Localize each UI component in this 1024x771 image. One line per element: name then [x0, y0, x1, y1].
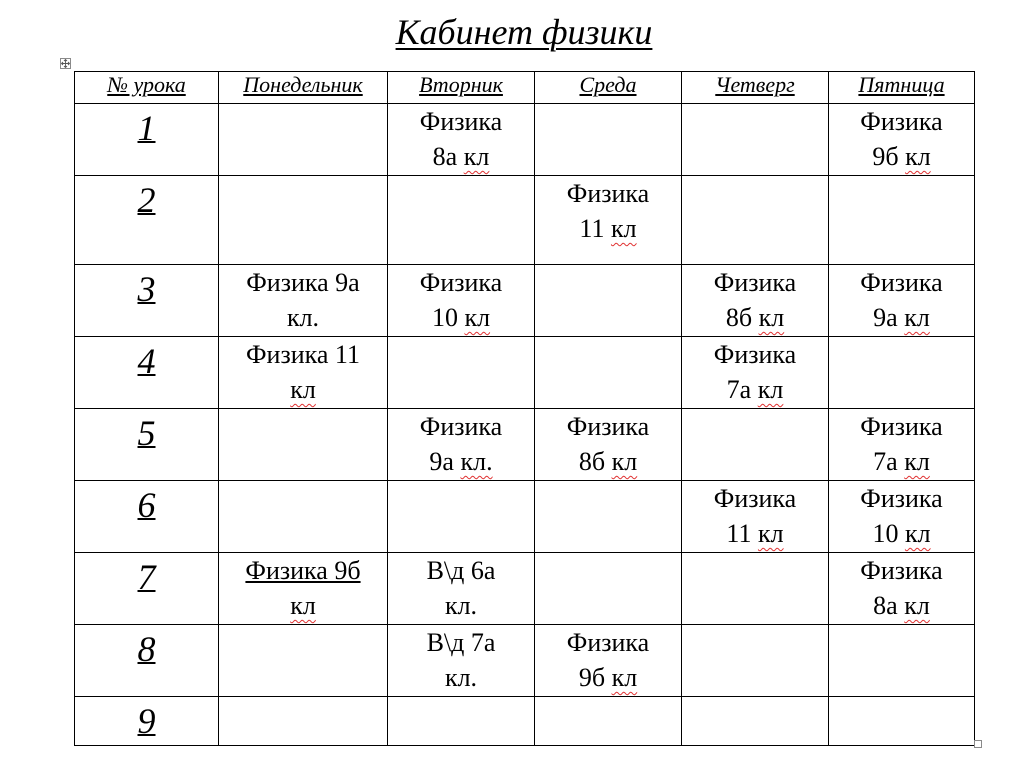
cell-text: кл [904, 447, 930, 476]
cell-line [535, 444, 681, 479]
header-lesson-number: № урока [75, 72, 219, 104]
schedule-cell-tuesday[interactable] [388, 265, 535, 337]
cell-line [219, 337, 387, 372]
schedule-cell-monday[interactable] [219, 409, 388, 481]
cell-line [388, 588, 534, 623]
schedule-cell-wednesday[interactable] [535, 697, 682, 746]
cell-text: кл [464, 303, 491, 332]
schedule-cell-wednesday[interactable] [535, 481, 682, 553]
cell-text: 10 [431, 303, 465, 332]
schedule-cell-thursday[interactable] [682, 553, 829, 625]
schedule-cell-thursday[interactable] [682, 481, 829, 553]
cell-line [219, 265, 387, 300]
cell-line [388, 104, 534, 139]
schedule-cell-monday[interactable] [219, 625, 388, 697]
schedule-cell-friday[interactable] [829, 337, 975, 409]
schedule-cell-thursday[interactable] [682, 104, 829, 176]
cell-text: 9б [578, 663, 612, 692]
cell-line [682, 337, 828, 372]
schedule-cell-wednesday[interactable] [535, 625, 682, 697]
schedule-cell-wednesday[interactable] [535, 553, 682, 625]
schedule-cell-tuesday[interactable] [388, 697, 535, 746]
cell-text: кл [757, 519, 784, 548]
lesson-number: 1 [75, 104, 219, 176]
cell-text: кл [905, 142, 931, 171]
schedule-cell-friday[interactable] [829, 409, 975, 481]
header-monday: Понедельник [219, 72, 388, 104]
cell-text: Физика [566, 412, 650, 441]
schedule-cell-wednesday[interactable] [535, 176, 682, 265]
cell-text: 8б [725, 303, 759, 332]
cell-line [388, 300, 534, 335]
cell-text: кл. [444, 663, 478, 692]
schedule-cell-friday[interactable] [829, 697, 975, 746]
schedule-cell-friday[interactable] [829, 553, 975, 625]
cell-text: кл. [444, 591, 478, 620]
cell-text: кл [758, 303, 785, 332]
cell-text: Физика [860, 268, 943, 297]
header-friday: Пятница [829, 72, 975, 104]
table-row [75, 697, 975, 746]
table-row [75, 176, 975, 265]
schedule-cell-monday[interactable] [219, 176, 388, 265]
table-row [75, 337, 975, 409]
schedule-cell-friday[interactable] [829, 265, 975, 337]
cell-line [682, 481, 828, 516]
schedule-cell-monday[interactable] [219, 481, 388, 553]
header-row [75, 72, 975, 104]
cell-line [829, 516, 974, 551]
cell-line [829, 265, 974, 300]
cell-line [682, 516, 828, 551]
cell-line [829, 553, 974, 588]
cell-line [535, 211, 681, 246]
schedule-cell-thursday[interactable] [682, 625, 829, 697]
schedule-cell-friday[interactable] [829, 176, 975, 265]
cell-text: 9а [429, 447, 461, 476]
cell-text: Физика [419, 412, 503, 441]
schedule-table [74, 71, 975, 746]
cell-text: кл [290, 591, 316, 620]
cell-line [388, 660, 534, 695]
cell-text: кл [611, 663, 638, 692]
cell-text: кл [290, 375, 316, 404]
cell-text: Физика [713, 484, 797, 513]
cell-line [388, 444, 534, 479]
schedule-cell-monday[interactable] [219, 697, 388, 746]
schedule-cell-tuesday[interactable] [388, 481, 535, 553]
lesson-number: 6 [75, 481, 219, 553]
cell-text: 11 [579, 214, 611, 243]
cell-text: Физика [419, 107, 503, 136]
cell-text: Физика [566, 628, 650, 657]
cell-line [219, 372, 387, 407]
cell-text: 7а [873, 447, 905, 476]
header-thursday: Четверг [682, 72, 829, 104]
table-row [75, 104, 975, 176]
schedule-cell-thursday[interactable] [682, 337, 829, 409]
cell-text: Физика [860, 107, 943, 136]
cell-text: Физика [419, 268, 503, 297]
cell-text: 9а [873, 303, 905, 332]
schedule-cell-thursday[interactable] [682, 176, 829, 265]
cell-text: 8б [578, 447, 612, 476]
cell-text: Физика 9б [245, 556, 361, 585]
table-move-handle-icon[interactable] [60, 58, 71, 69]
cell-line [682, 265, 828, 300]
schedule-cell-tuesday[interactable] [388, 409, 535, 481]
schedule-cell-tuesday[interactable] [388, 176, 535, 265]
schedule-cell-monday[interactable] [219, 104, 388, 176]
cell-text: Физика 11 [246, 340, 360, 369]
cell-text: кл [904, 519, 931, 548]
cell-text: кл [610, 214, 637, 243]
cell-text: кл [757, 375, 784, 404]
cell-text: кл [611, 447, 638, 476]
cell-line [829, 444, 974, 479]
cell-text: В\д 6а [426, 556, 496, 585]
cell-line [829, 588, 974, 623]
table-row [75, 481, 975, 553]
schedule-cell-tuesday[interactable] [388, 625, 535, 697]
schedule-cell-wednesday[interactable] [535, 409, 682, 481]
lesson-number: 7 [75, 553, 219, 625]
cell-line [219, 300, 387, 335]
cell-text: кл. [286, 303, 320, 332]
cell-text: Физика [860, 484, 943, 513]
cell-text: кл [463, 142, 490, 171]
schedule-cell-friday[interactable] [829, 481, 975, 553]
schedule-cell-thursday[interactable] [682, 697, 829, 746]
schedule-cell-tuesday[interactable] [388, 337, 535, 409]
schedule-cell-monday[interactable] [219, 265, 388, 337]
schedule-cell-tuesday[interactable] [388, 553, 535, 625]
cell-line [388, 265, 534, 300]
cell-line [388, 625, 534, 660]
lesson-number: 4 [75, 337, 219, 409]
lesson-number: 2 [75, 176, 219, 265]
cell-line [829, 104, 974, 139]
cell-line [535, 625, 681, 660]
header-wednesday: Среда [535, 72, 682, 104]
schedule-cell-monday[interactable] [219, 337, 388, 409]
cell-line [535, 660, 681, 695]
cell-text: Физика [566, 179, 650, 208]
cell-text: 8а [873, 591, 905, 620]
cell-line [388, 139, 534, 174]
cell-line [219, 588, 387, 623]
page-title: Кабинет физики [395, 12, 653, 52]
schedule-body [75, 104, 975, 746]
cell-line [829, 409, 974, 444]
cell-line [535, 176, 681, 211]
cell-text: кл [904, 591, 930, 620]
cell-text: Физика [860, 412, 943, 441]
table-resize-handle[interactable] [974, 740, 982, 748]
cell-line [829, 139, 974, 174]
cell-text: Физика [713, 340, 797, 369]
header-tuesday: Вторник [388, 72, 535, 104]
lesson-number: 3 [75, 265, 219, 337]
schedule-cell-friday[interactable] [829, 625, 975, 697]
schedule-cell-monday[interactable] [219, 553, 388, 625]
cell-line [829, 300, 974, 335]
cell-text: кл. [460, 447, 493, 476]
cell-line [388, 553, 534, 588]
cell-line [829, 481, 974, 516]
cell-line [682, 372, 828, 407]
cell-line [388, 409, 534, 444]
lesson-number: 8 [75, 625, 219, 697]
lesson-number: 5 [75, 409, 219, 481]
cell-text: 7а [726, 375, 758, 404]
cell-text: 8а [432, 142, 464, 171]
schedule-cell-tuesday[interactable] [388, 104, 535, 176]
cell-text: 10 [872, 519, 905, 548]
cell-text: Физика 9а [246, 268, 360, 297]
lesson-number: 9 [75, 697, 219, 746]
cell-line [535, 409, 681, 444]
schedule-cell-wednesday[interactable] [535, 337, 682, 409]
schedule-cell-wednesday[interactable] [535, 104, 682, 176]
cell-text: Физика [713, 268, 797, 297]
cell-text: Физика [860, 556, 943, 585]
cell-text: кл [904, 303, 930, 332]
cell-text: В\д 7а [426, 628, 496, 657]
cell-line [682, 300, 828, 335]
table-row [75, 409, 975, 481]
cell-text: 11 [726, 519, 758, 548]
table-row [75, 265, 975, 337]
table-row [75, 625, 975, 697]
cell-line [219, 553, 387, 588]
schedule-cell-wednesday[interactable] [535, 265, 682, 337]
schedule-cell-friday[interactable] [829, 104, 975, 176]
schedule-cell-thursday[interactable] [682, 409, 829, 481]
table-row [75, 553, 975, 625]
cell-text: 9б [872, 142, 906, 171]
schedule-cell-thursday[interactable] [682, 265, 829, 337]
